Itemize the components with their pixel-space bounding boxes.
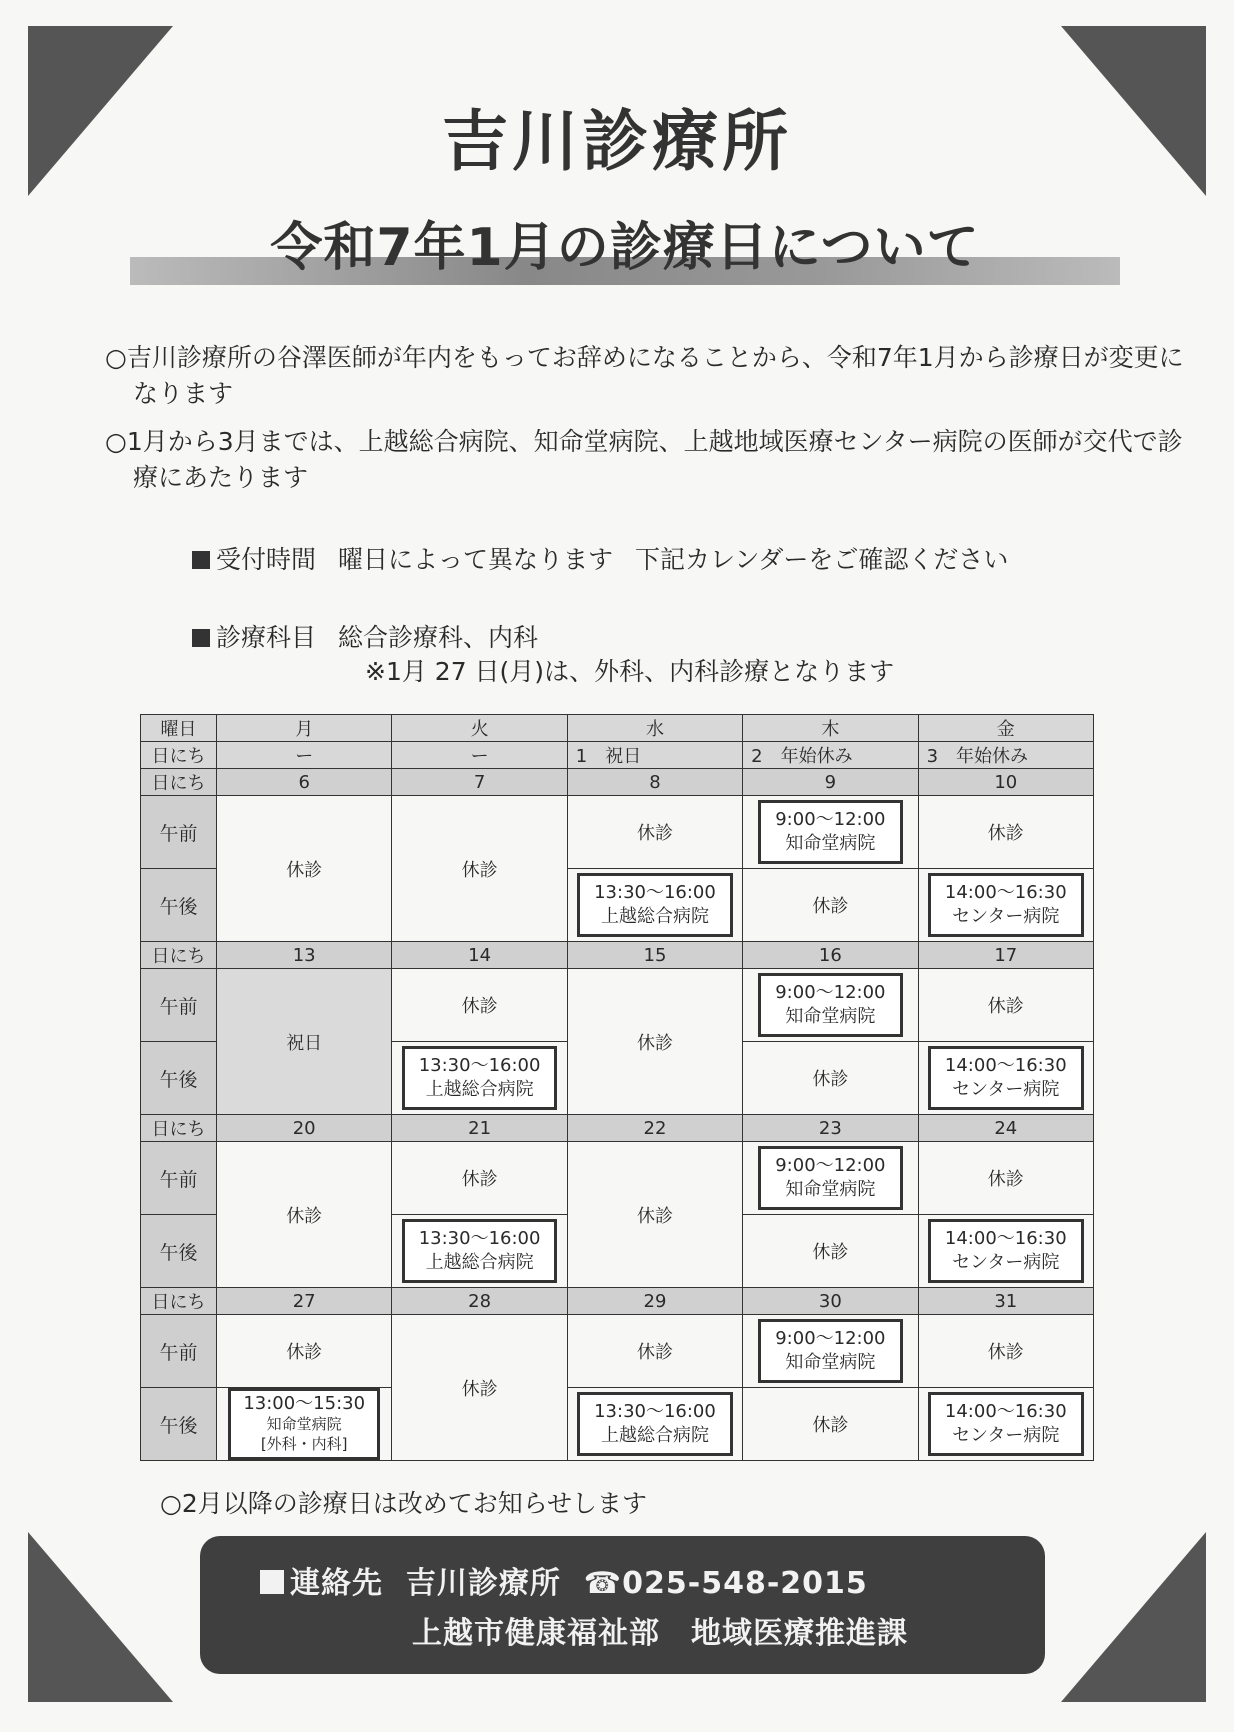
schedule-cell: 休診 xyxy=(918,1315,1093,1388)
date-cell: 20 xyxy=(217,1115,392,1142)
schedule-cell: 休診 xyxy=(567,796,742,869)
schedule-cell: 休診 xyxy=(392,1315,567,1461)
date-cell: ー xyxy=(217,742,392,769)
slot-department: [外科・内科] xyxy=(260,1435,348,1453)
date-cell: 30 xyxy=(743,1288,918,1315)
date-cell: 23 xyxy=(743,1115,918,1142)
contact-box xyxy=(200,1536,1045,1674)
departments xyxy=(192,618,538,654)
slot-time: 14:00～16:30 xyxy=(944,882,1067,903)
slot-time: 14:00～16:30 xyxy=(944,1401,1067,1422)
pm-label: 午後 xyxy=(141,1042,217,1115)
clinic-slot xyxy=(758,800,902,864)
slot-time: 14:00～16:30 xyxy=(944,1228,1067,1249)
weekday-mon: 月 xyxy=(217,715,392,742)
contact-department: 上越市健康福祉部 地域医療推進課 xyxy=(412,1616,908,1651)
slot-time: 13:30～16:00 xyxy=(418,1055,541,1076)
slot-hospital: 知命堂病院 xyxy=(785,1352,876,1373)
date-cell: 29 xyxy=(567,1288,742,1315)
schedule-cell: 休診 xyxy=(567,1142,742,1288)
schedule-cell: 休診 xyxy=(743,1042,918,1115)
dept-label: 診療科目 xyxy=(216,623,317,652)
date-cell: 13 xyxy=(217,942,392,969)
date-label: 日にち xyxy=(141,942,217,969)
schedule-cell xyxy=(743,1315,918,1388)
square-bullet-icon xyxy=(260,1570,284,1594)
am-row-week3 xyxy=(141,1142,1094,1215)
slot-time: 13:30～16:00 xyxy=(594,1401,716,1422)
schedule-cell: 休診 xyxy=(217,1315,392,1388)
dept-note: ※1月 27 日(月)は、外科、内科診療となります xyxy=(365,657,895,686)
schedule-cell xyxy=(567,1388,742,1461)
slot-hospital: センター病院 xyxy=(952,1079,1060,1100)
slot-hospital: 知命堂病院 xyxy=(785,833,876,854)
clinic-slot xyxy=(402,1219,558,1283)
reception-text: 曜日によって異なります xyxy=(338,545,614,574)
contact-line-1 xyxy=(260,1558,868,1602)
date-cell: 10 xyxy=(918,769,1093,796)
slot-time: 14:00～16:30 xyxy=(944,1055,1067,1076)
date-cell: 9 xyxy=(743,769,918,796)
date-cell: 1 祝日 xyxy=(567,742,742,769)
am-row-week2 xyxy=(141,969,1094,1042)
holiday-cell: 祝日 xyxy=(217,969,392,1115)
date-cell: 3 年始休み xyxy=(918,742,1093,769)
pm-label: 午後 xyxy=(141,1215,217,1288)
date-row-week3 xyxy=(141,1115,1094,1142)
corner-decoration-bottom-right xyxy=(1061,1532,1206,1702)
notice-doctor-change: ○吉川診療所の谷澤医師が年内をもってお辞めになることから、令和7年1月から診療日が変更になります xyxy=(105,343,1184,408)
date-row-week4 xyxy=(141,1288,1094,1315)
clinic-slot xyxy=(228,1388,380,1460)
schedule-cell: 休診 xyxy=(918,1142,1093,1215)
weekday-label: 曜日 xyxy=(141,715,217,742)
date-cell: 16 xyxy=(743,942,918,969)
clinic-slot xyxy=(758,973,902,1037)
weekday-fri: 金 xyxy=(918,715,1093,742)
date-cell: ー xyxy=(392,742,567,769)
am-row-week4 xyxy=(141,1315,1094,1388)
clinic-slot xyxy=(577,1392,733,1456)
date-row-week2 xyxy=(141,942,1094,969)
pm-label: 午後 xyxy=(141,869,217,942)
schedule-cell xyxy=(743,969,918,1042)
schedule-cell xyxy=(918,1215,1093,1288)
schedule-cell xyxy=(743,796,918,869)
am-label: 午前 xyxy=(141,969,217,1042)
date-cell: 28 xyxy=(392,1288,567,1315)
date-cell: 22 xyxy=(567,1115,742,1142)
clinic-slot xyxy=(928,1046,1084,1110)
schedule-cell: 休診 xyxy=(918,796,1093,869)
weekday-thu: 木 xyxy=(743,715,918,742)
schedule-cell: 休診 xyxy=(743,869,918,942)
page-subtitle: 令和7年1月の診療日について xyxy=(270,218,980,278)
date-cell: 31 xyxy=(918,1288,1093,1315)
schedule-cell: 休診 xyxy=(392,1142,567,1215)
schedule-cell: 休診 xyxy=(743,1388,918,1461)
slot-hospital: 上越総合病院 xyxy=(425,1079,534,1100)
slot-hospital: 知命堂病院 xyxy=(266,1415,342,1433)
schedule-cell: 休診 xyxy=(743,1215,918,1288)
slot-hospital: 上越総合病院 xyxy=(600,1425,709,1446)
square-bullet-icon xyxy=(192,629,210,647)
slot-hospital: センター病院 xyxy=(952,906,1060,927)
slot-time: 9:00～12:00 xyxy=(775,982,886,1003)
schedule-cell: 休診 xyxy=(918,969,1093,1042)
schedule-cell xyxy=(392,1042,567,1115)
schedule-calendar xyxy=(140,714,1094,1461)
date-cell: 8 xyxy=(567,769,742,796)
notice-rotation: ○1月から3月までは、上越総合病院、知命堂病院、上越地域医療センター病院の医師が交代で診療にあたります xyxy=(105,427,1183,492)
slot-time: 13:30～16:00 xyxy=(594,882,716,903)
footnote: ○2月以降の診療日は改めてお知らせします xyxy=(160,1489,647,1518)
schedule-cell xyxy=(217,1388,392,1461)
slot-hospital: センター病院 xyxy=(952,1252,1060,1273)
clinic-slot xyxy=(577,873,733,937)
notice-list xyxy=(105,340,1185,508)
am-label: 午前 xyxy=(141,796,217,869)
date-cell: 6 xyxy=(217,769,392,796)
clinic-slot xyxy=(928,1219,1084,1283)
date-label: 日にち xyxy=(141,1288,217,1315)
schedule-cell xyxy=(918,869,1093,942)
schedule-cell: 休診 xyxy=(567,969,742,1115)
slot-hospital: センター病院 xyxy=(952,1425,1060,1446)
date-cell: 15 xyxy=(567,942,742,969)
date-cell: 7 xyxy=(392,769,567,796)
date-row-week1 xyxy=(141,769,1094,796)
slot-time: 13:30～16:00 xyxy=(418,1228,541,1249)
schedule-cell: 休診 xyxy=(217,1142,392,1288)
dept-text: 総合診療科、内科 xyxy=(338,623,539,652)
reception-hours xyxy=(192,540,1008,576)
slot-hospital: 上越総合病院 xyxy=(425,1252,534,1273)
date-label: 日にち xyxy=(141,742,217,769)
am-label: 午前 xyxy=(141,1142,217,1215)
weekday-tue: 火 xyxy=(392,715,567,742)
am-label: 午前 xyxy=(141,1315,217,1388)
schedule-cell: 休診 xyxy=(217,796,392,942)
weekday-wed: 水 xyxy=(567,715,742,742)
clinic-slot xyxy=(928,1392,1084,1456)
slot-time: 9:00～12:00 xyxy=(775,1155,886,1176)
subtitle-block xyxy=(130,205,1120,295)
reception-label: 受付時間 xyxy=(216,545,317,574)
slot-hospital: 知命堂病院 xyxy=(785,1179,876,1200)
square-bullet-icon xyxy=(192,551,210,569)
date-cell: 17 xyxy=(918,942,1093,969)
contact-phone: ☎025-548-2015 xyxy=(583,1566,868,1601)
schedule-cell: 休診 xyxy=(392,969,567,1042)
date-cell: 24 xyxy=(918,1115,1093,1142)
schedule-cell xyxy=(918,1042,1093,1115)
slot-hospital: 知命堂病院 xyxy=(785,1006,876,1027)
pm-label: 午後 xyxy=(141,1388,217,1461)
schedule-cell: 休診 xyxy=(392,796,567,942)
schedule-cell xyxy=(392,1215,567,1288)
clinic-slot xyxy=(402,1046,558,1110)
corner-decoration-bottom-left xyxy=(28,1532,173,1702)
schedule-cell xyxy=(743,1142,918,1215)
slot-hospital: 上越総合病院 xyxy=(600,906,709,927)
weekday-row xyxy=(141,715,1094,742)
contact-label: 連絡先 xyxy=(290,1566,383,1601)
schedule-cell xyxy=(567,869,742,942)
clinic-slot xyxy=(928,873,1084,937)
schedule-cell: 休診 xyxy=(567,1315,742,1388)
page-title: 吉川診療所 xyxy=(442,103,792,180)
contact-clinic: 吉川診療所 xyxy=(405,1566,561,1601)
schedule-cell xyxy=(918,1388,1093,1461)
slot-time: 9:00～12:00 xyxy=(775,1328,886,1349)
slot-time: 13:00～15:30 xyxy=(243,1393,366,1414)
date-label: 日にち xyxy=(141,769,217,796)
pm-row-week4 xyxy=(141,1388,1094,1461)
am-row-week1 xyxy=(141,796,1094,869)
date-label: 日にち xyxy=(141,1115,217,1142)
reception-note: 下記カレンダーをご確認ください xyxy=(635,545,1009,574)
date-cell: 2 年始休み xyxy=(743,742,918,769)
date-cell: 27 xyxy=(217,1288,392,1315)
date-cell: 14 xyxy=(392,942,567,969)
clinic-slot xyxy=(758,1146,902,1210)
clinic-slot xyxy=(758,1319,902,1383)
date-cell: 21 xyxy=(392,1115,567,1142)
date-row-week0 xyxy=(141,742,1094,769)
slot-time: 9:00～12:00 xyxy=(775,809,886,830)
